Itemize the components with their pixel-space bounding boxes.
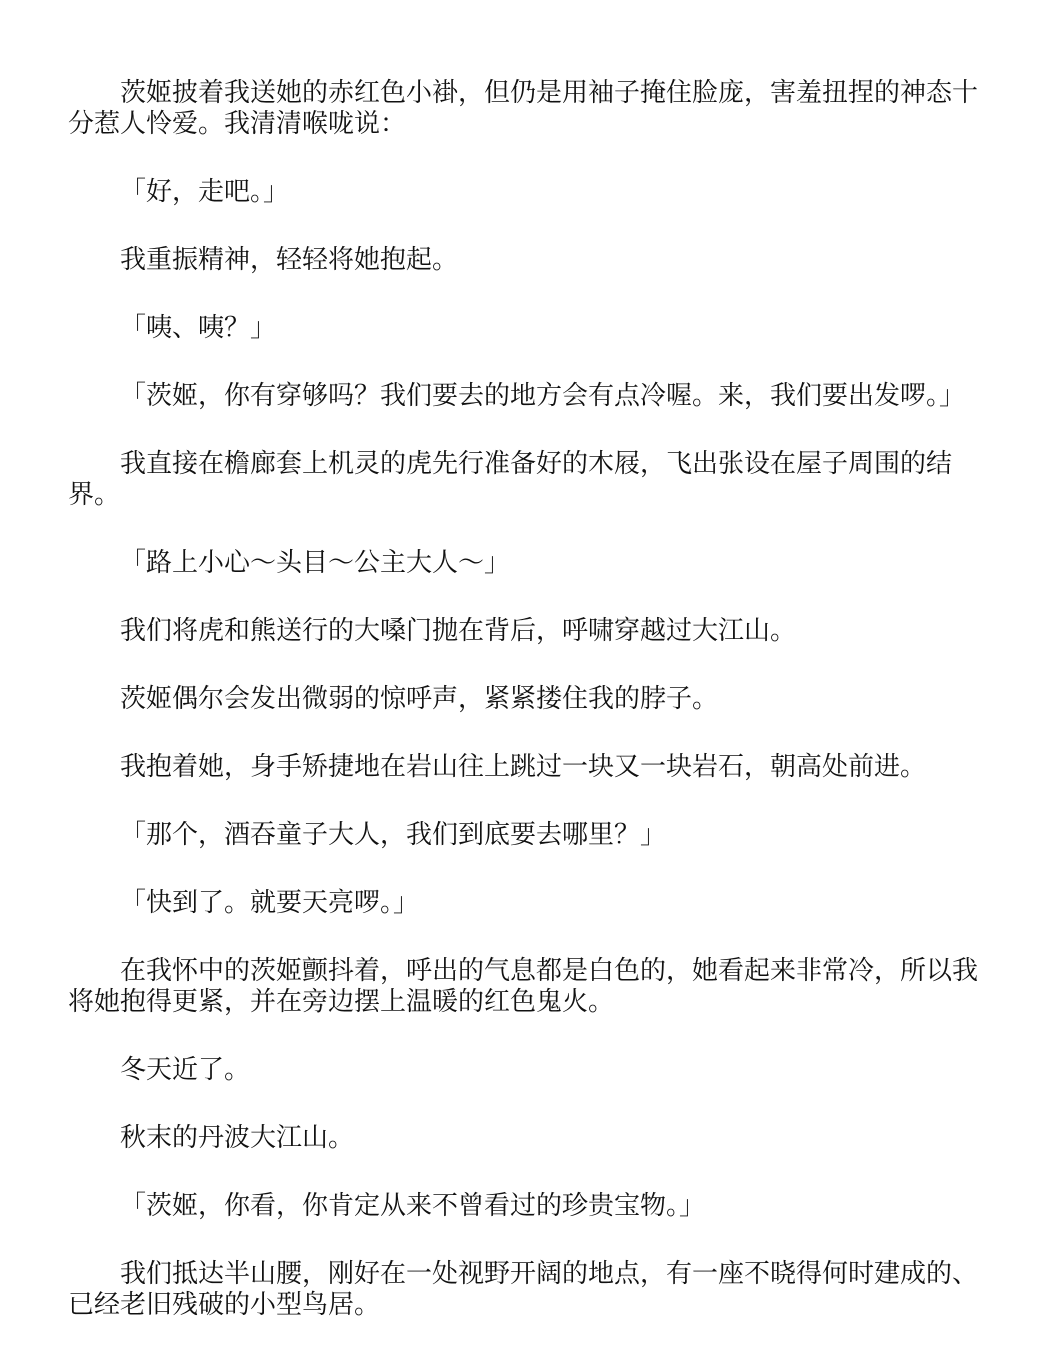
paragraph-4: 「咦、咦？」 (120, 313, 277, 343)
paragraph-10: 我抱着她，身手矫捷地在岩山往上跳过一块又一块岩石，朝高处前进。 (120, 752, 927, 782)
paragraph-7: 「路上小心～头目～公主大人～」 (120, 548, 511, 578)
paragraph-12: 「快到了。就要天亮啰。」 (120, 888, 420, 918)
paragraph-15: 秋末的丹波大江山。 (120, 1123, 355, 1153)
paragraph-16: 「茨姬，你看，你肯定从来不曾看过的珍贵宝物。」 (120, 1191, 706, 1221)
paragraph-13: 在我怀中的茨姬颤抖着，呼出的气息都是白色的，她看起来非常冷，所以我将她抱得更紧，并在旁边摆上温暖的红色鬼火。 (68, 956, 979, 1017)
paragraph-5: 「茨姬，你有穿够吗？我们要去的地方会有点冷喔。来，我们要出发啰。」 (120, 381, 966, 411)
paragraph-17: 我们抵达半山腰，刚好在一处视野开阔的地点，有一座不晓得何时建成的、已经老旧残破的小型鸟居。 (68, 1259, 979, 1320)
paragraph-9: 茨姬偶尔会发出微弱的惊呼声，紧紧搂住我的脖子。 (120, 684, 719, 714)
paragraph-11: 「那个，酒吞童子大人，我们到底要去哪里？」 (120, 820, 667, 850)
paragraph-6: 我直接在檐廊套上机灵的虎先行准备好的木屐，飞出张设在屋子周围的结界。 (68, 449, 953, 510)
paragraph-1: 茨姬披着我送她的赤红色小褂，但仍是用袖子掩住脸庞，害羞扭捏的神态十分惹人怜爱。我清清喉咙说： (68, 78, 979, 139)
document-body (68, 78, 978, 1358)
paragraph-2: 「好，走吧。」 (120, 177, 290, 207)
paragraph-3: 我重振精神，轻轻将她抱起。 (120, 245, 459, 275)
paragraph-14: 冬天近了。 (120, 1055, 251, 1085)
paragraph-8: 我们将虎和熊送行的大嗓门抛在背后，呼啸穿越过大江山。 (120, 616, 797, 646)
